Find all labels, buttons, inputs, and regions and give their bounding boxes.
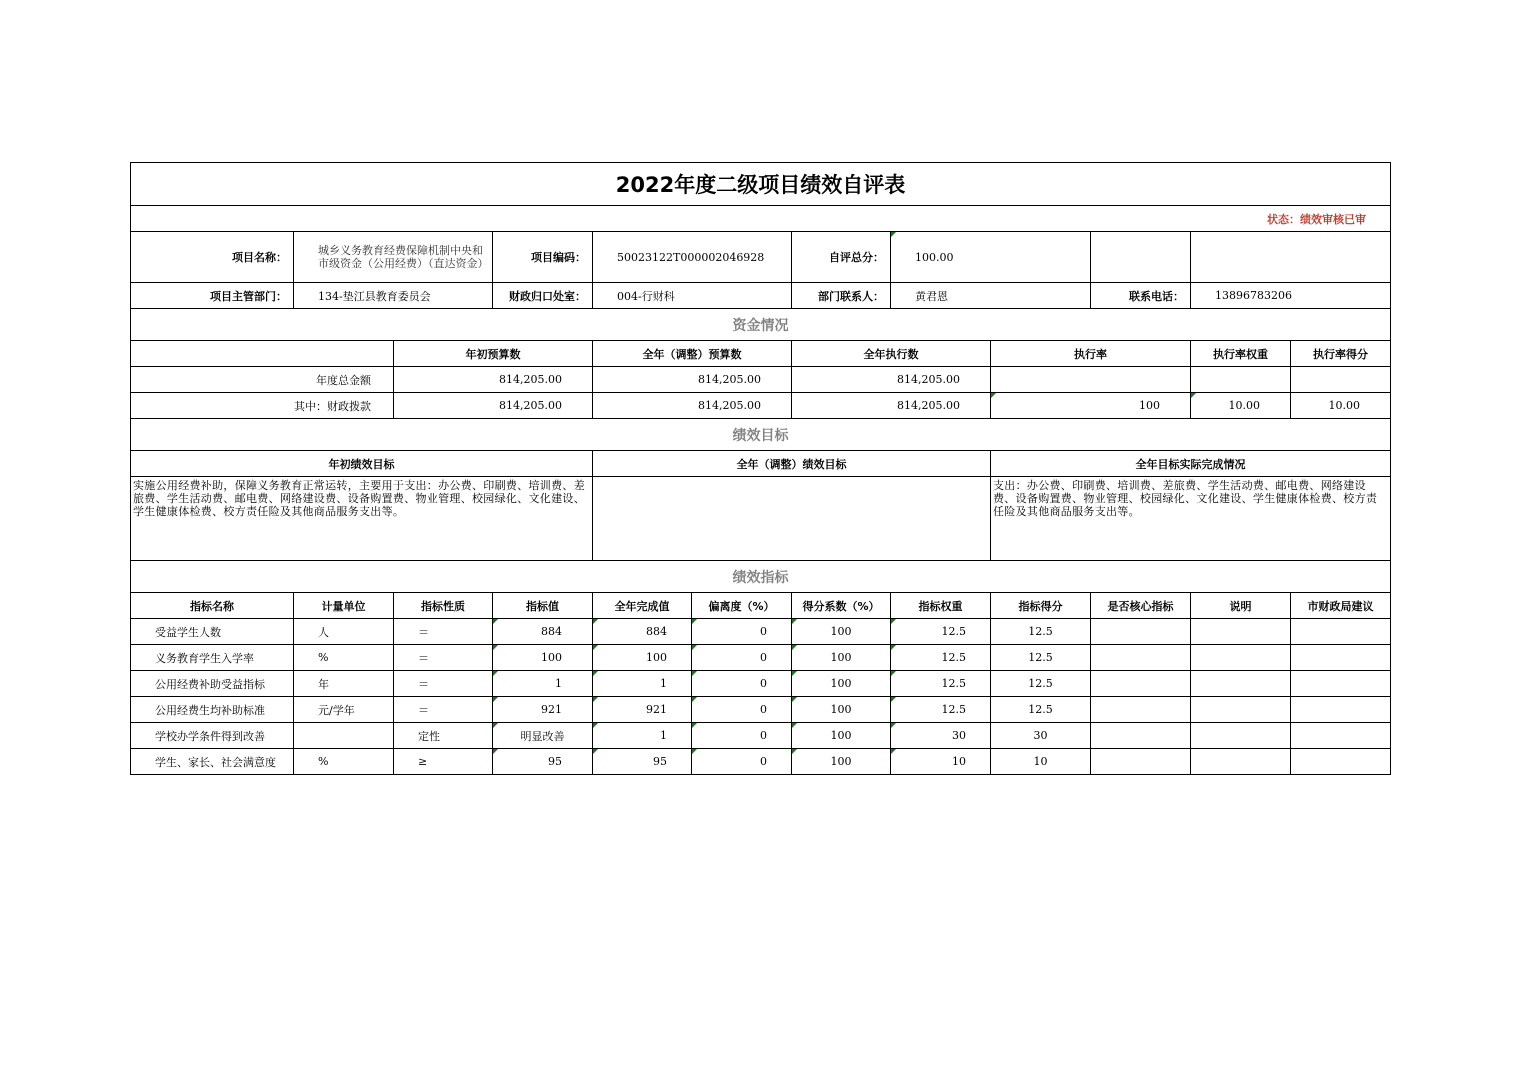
indicator-advice (1291, 619, 1391, 645)
indicator-header: 得分系数（%） (792, 593, 891, 619)
indicator-name: 义务教育学生入学率 (131, 645, 294, 671)
indicator-value: 明显改善 (493, 723, 593, 749)
contact-label: 部门联系人： (792, 283, 891, 309)
project-code-label: 项目编码： (493, 232, 593, 283)
project-name-value: 城乡义务教育经费保障机制中央和市级资金（公用经费）（直达资金） (294, 232, 493, 283)
funds-adjusted: 814,205.00 (593, 367, 792, 393)
indicator-score: 12.5 (991, 619, 1091, 645)
indicator-score: 10 (991, 749, 1091, 775)
indicator-name: 公用经费生均补助标准 (131, 697, 294, 723)
indicator-value: 884 (493, 619, 593, 645)
indicator-weight: 10 (891, 749, 991, 775)
indicator-deviation: 0 (692, 749, 792, 775)
dept-label: 项目主管部门： (131, 283, 294, 309)
indicator-name: 公用经费补助受益指标 (131, 671, 294, 697)
funds-header: 全年执行数 (792, 341, 991, 367)
dept-value: 134-垫江县教育委员会 (294, 283, 493, 309)
indicators-section-title: 绩效指标 (131, 561, 1391, 593)
indicator-score: 30 (991, 723, 1091, 749)
indicator-coefficient: 100 (792, 671, 891, 697)
indicator-note (1191, 645, 1291, 671)
indicator-note (1191, 749, 1291, 775)
indicator-header: 市财政局建议 (1291, 593, 1391, 619)
indicator-advice (1291, 645, 1391, 671)
indicator-header: 计量单位 (294, 593, 394, 619)
funds-header: 执行率权重 (1191, 341, 1291, 367)
goals-section-title: 绩效目标 (131, 419, 1391, 451)
indicator-nature: ＝ (394, 619, 493, 645)
funds-header: 全年（调整）预算数 (593, 341, 792, 367)
indicator-note (1191, 723, 1291, 749)
funds-executed: 814,205.00 (792, 393, 991, 419)
table-row (131, 645, 1391, 671)
table-row (131, 723, 1391, 749)
indicator-note (1191, 671, 1291, 697)
indicator-note (1191, 697, 1291, 723)
indicator-unit: 年 (294, 671, 394, 697)
funds-row (131, 367, 1391, 393)
goals-header-initial: 年初绩效目标 (131, 451, 593, 477)
evaluation-table (130, 162, 1391, 775)
phone-label: 联系电话： (1091, 283, 1191, 309)
table-row (131, 749, 1391, 775)
indicator-value: 100 (493, 645, 593, 671)
indicator-name: 学校办学条件得到改善 (131, 723, 294, 749)
indicator-weight: 12.5 (891, 645, 991, 671)
indicator-note (1191, 619, 1291, 645)
indicator-advice (1291, 671, 1391, 697)
goals-header-adjusted: 全年（调整）绩效目标 (593, 451, 991, 477)
indicator-advice (1291, 749, 1391, 775)
page-title: 2022年度二级项目绩效自评表 (131, 163, 1391, 206)
indicator-header: 指标性质 (394, 593, 493, 619)
indicator-core (1091, 671, 1191, 697)
indicator-header: 全年完成值 (593, 593, 692, 619)
indicator-unit (294, 723, 394, 749)
indicator-weight: 12.5 (891, 619, 991, 645)
indicator-coefficient: 100 (792, 619, 891, 645)
indicator-nature: ＝ (394, 697, 493, 723)
indicator-header: 是否核心指标 (1091, 593, 1191, 619)
funds-score: 10.00 (1291, 393, 1391, 419)
funds-weight: 10.00 (1191, 393, 1291, 419)
indicator-score: 12.5 (991, 645, 1091, 671)
indicator-done: 1 (593, 723, 692, 749)
empty-cell (1091, 232, 1191, 283)
goals-header-actual: 全年目标实际完成情况 (991, 451, 1391, 477)
indicator-rows (131, 619, 1391, 775)
indicator-weight: 12.5 (891, 671, 991, 697)
table-row (131, 697, 1391, 723)
indicator-deviation: 0 (692, 645, 792, 671)
indicator-deviation: 0 (692, 723, 792, 749)
funds-header-blank (131, 341, 394, 367)
indicator-name: 学生、家长、社会满意度 (131, 749, 294, 775)
indicator-header: 说明 (1191, 593, 1291, 619)
finance-label: 财政归口处室： (493, 283, 593, 309)
indicator-done: 884 (593, 619, 692, 645)
indicator-value: 95 (493, 749, 593, 775)
funds-weight (1191, 367, 1291, 393)
indicator-score: 12.5 (991, 697, 1091, 723)
project-code-value: 50023122T000002046928 (593, 232, 792, 283)
goals-actual-text: 支出：办公费、印刷费、培训费、差旅费、学生活动费、邮电费、网络建设费、设备购置费、物业管理、校园绿化、文化建设、学生健康体检费、校方责任险及其他商品服务支出等。 (991, 477, 1391, 561)
indicator-advice (1291, 697, 1391, 723)
indicator-header: 指标值 (493, 593, 593, 619)
indicator-weight: 12.5 (891, 697, 991, 723)
indicator-core (1091, 697, 1191, 723)
indicator-coefficient: 100 (792, 723, 891, 749)
indicator-header: 偏离度（%） (692, 593, 792, 619)
indicator-value: 921 (493, 697, 593, 723)
indicator-core (1091, 749, 1191, 775)
indicator-done: 921 (593, 697, 692, 723)
indicator-advice (1291, 723, 1391, 749)
phone-value: 13896783206 (1191, 283, 1391, 309)
indicator-value: 1 (493, 671, 593, 697)
score-label: 自评总分： (792, 232, 891, 283)
indicator-unit: % (294, 749, 394, 775)
funds-row-label: 其中：财政拨款 (131, 393, 394, 419)
indicator-coefficient: 100 (792, 697, 891, 723)
indicator-name: 受益学生人数 (131, 619, 294, 645)
indicator-unit: 人 (294, 619, 394, 645)
table-row (131, 619, 1391, 645)
indicator-score: 12.5 (991, 671, 1091, 697)
indicator-core (1091, 619, 1191, 645)
funds-rate: 100 (991, 393, 1191, 419)
indicator-weight: 30 (891, 723, 991, 749)
indicator-core (1091, 645, 1191, 671)
funds-header: 年初预算数 (394, 341, 593, 367)
indicator-deviation: 0 (692, 619, 792, 645)
indicator-header: 指标得分 (991, 593, 1091, 619)
indicator-coefficient: 100 (792, 645, 891, 671)
contact-value: 黄君恩 (891, 283, 1091, 309)
funds-adjusted: 814,205.00 (593, 393, 792, 419)
funds-row-label: 年度总金额 (131, 367, 394, 393)
funds-executed: 814,205.00 (792, 367, 991, 393)
indicator-unit: 元/学年 (294, 697, 394, 723)
evaluation-sheet (130, 162, 1390, 775)
finance-value: 004-行财科 (593, 283, 792, 309)
indicator-deviation: 0 (692, 697, 792, 723)
indicator-done: 1 (593, 671, 692, 697)
funds-row (131, 393, 1391, 419)
indicator-done: 100 (593, 645, 692, 671)
indicator-nature: ≥ (394, 749, 493, 775)
indicator-done: 95 (593, 749, 692, 775)
funds-section-title: 资金情况 (131, 309, 1391, 341)
indicator-unit: % (294, 645, 394, 671)
funds-rate (991, 367, 1191, 393)
project-name-label: 项目名称： (131, 232, 294, 283)
funds-budget: 814,205.00 (394, 393, 593, 419)
indicator-coefficient: 100 (792, 749, 891, 775)
table-row (131, 671, 1391, 697)
indicator-nature: 定性 (394, 723, 493, 749)
indicator-core (1091, 723, 1191, 749)
indicator-deviation: 0 (692, 671, 792, 697)
funds-score (1291, 367, 1391, 393)
score-value: 100.00 (891, 232, 1091, 283)
status-badge: 状态：绩效审核已审 (131, 206, 1391, 232)
funds-header: 执行率 (991, 341, 1191, 367)
goals-adjusted-text (593, 477, 991, 561)
indicator-nature: ＝ (394, 645, 493, 671)
goals-initial-text: 实施公用经费补助，保障义务教育正常运转，主要用于支出：办公费、印刷费、培训费、差旅费、学生活动费、邮电费、网络建设费、设备购置费、物业管理、校园绿化、文化建设、学生健康体检费、校方责任险及其他商品服务支出等。 (131, 477, 593, 561)
indicator-header: 指标权重 (891, 593, 991, 619)
indicator-nature: ＝ (394, 671, 493, 697)
empty-cell (1191, 232, 1391, 283)
indicator-header: 指标名称 (131, 593, 294, 619)
funds-budget: 814,205.00 (394, 367, 593, 393)
funds-header: 执行率得分 (1291, 341, 1391, 367)
